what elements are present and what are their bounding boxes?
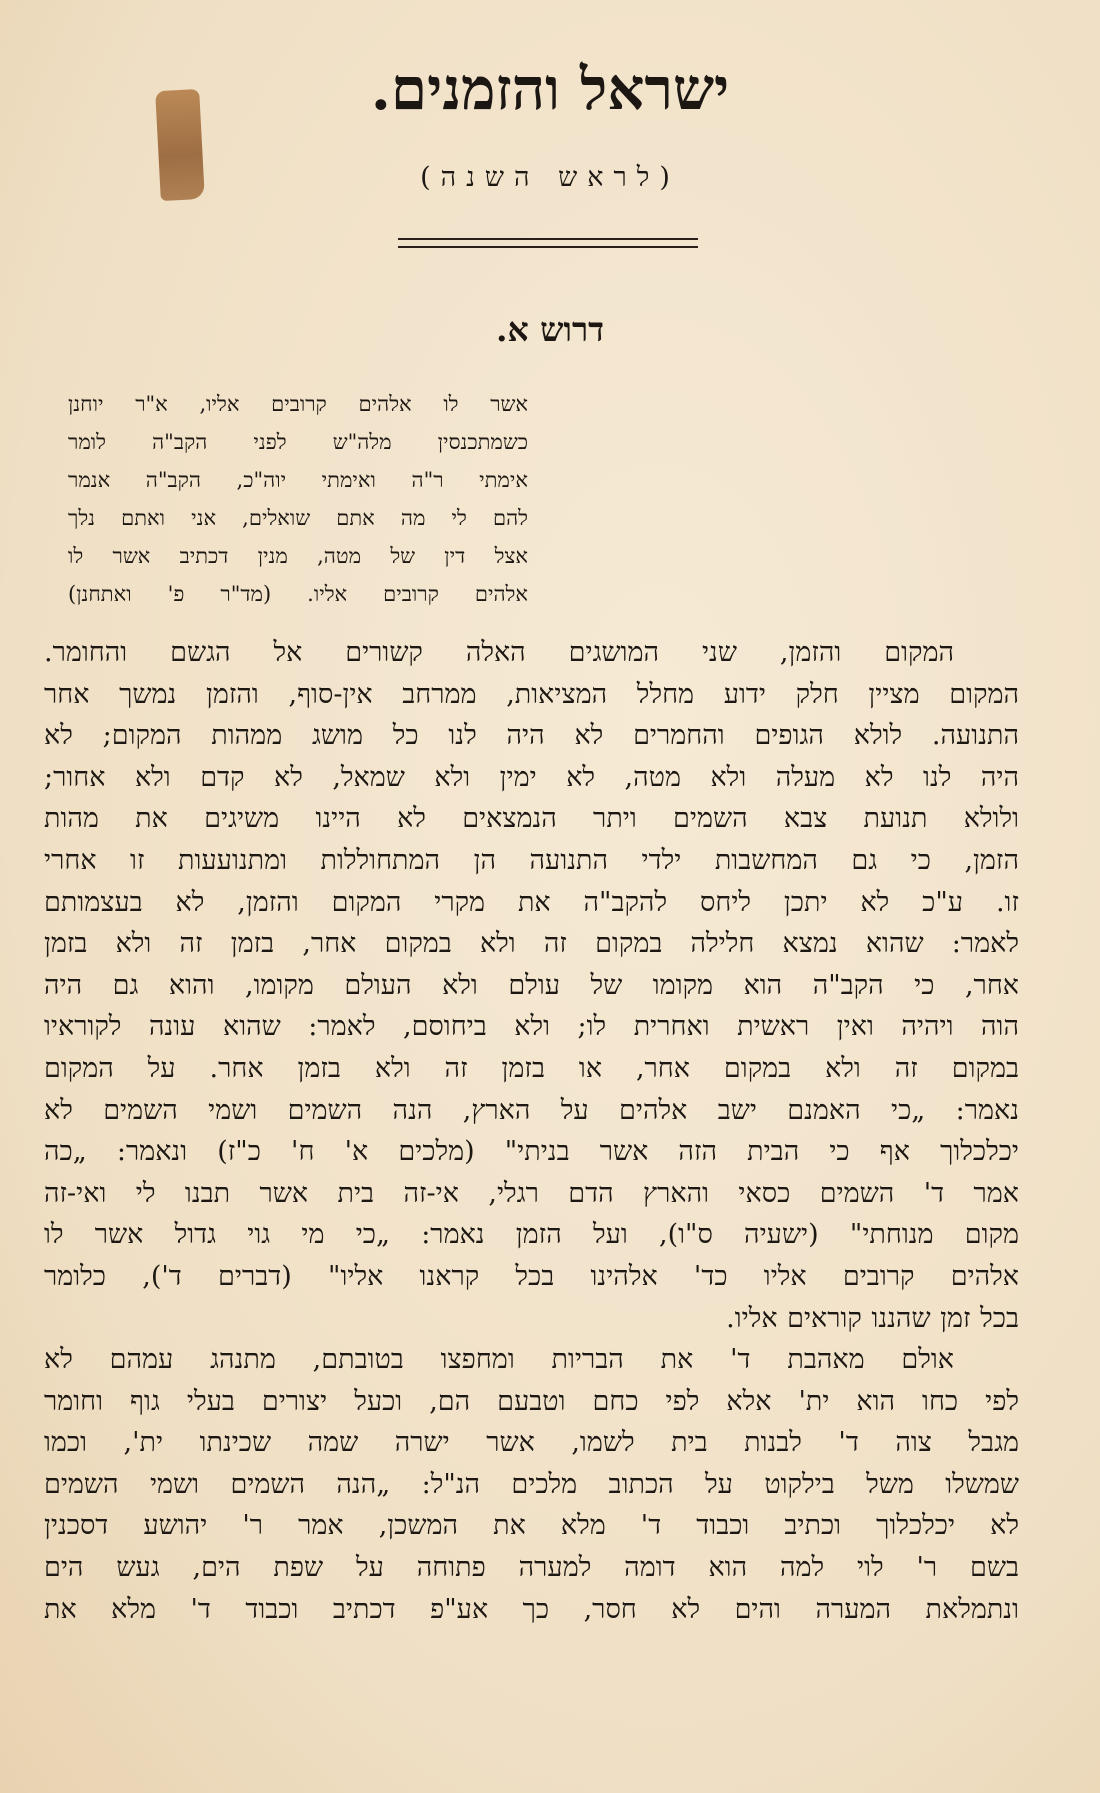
body-line: היה לנו לא מעלה ולא מטה, לא ימין ולא שמאל, לא קדם ולא אחור; bbox=[44, 761, 1019, 793]
body-line: לפי כחו הוא ית' אלא לפי כחם וטבעם הם, וכעל יצורים בעלי גוף וחומר bbox=[44, 1385, 1019, 1417]
body-line: נאמר: „כי האמנם ישב אלהים על הארץ, הנה השמים ושמי השמים לא bbox=[44, 1094, 1019, 1126]
body-line: מקום מנוחתי" (ישעיה ס"ו), ועל הזמן נאמר: „כי מי גוי גדול אשר לו bbox=[44, 1219, 1019, 1251]
paper-stain bbox=[155, 89, 205, 201]
body-line: הזמן, כי גם המחשבות ילדי התנועה הן המתחוללות ומתנועעות זו אחרי bbox=[44, 844, 1019, 876]
epigraph-line: כשמתכנסין מלה"ש לפני הקב"ה לומר bbox=[68, 430, 528, 454]
body-line: המקום מציין חלק ידוע מחלל המציאות, ממרחב אין-סוף, והזמן נמשך אחר bbox=[44, 678, 1019, 710]
body-line: זו. ע"כ לא יתכן ליחס להקב"ה את מקרי המקום והזמן, לא בעצמותם bbox=[44, 886, 1019, 918]
section-heading: דרוש א. bbox=[495, 310, 605, 349]
page-subtitle: (לראש השנה) bbox=[420, 162, 680, 193]
body-line: לאמר: שהוא נמצא חלילה במקום זה ולא במקום אחר, בזמן זה ולא בזמן bbox=[44, 928, 1019, 960]
body-text bbox=[44, 632, 1019, 1630]
body-line: אולם מאהבת ד' את הבריות ומחפצו בטובתם, מתנהג עמהם לא bbox=[44, 1344, 954, 1376]
title-divider-top bbox=[398, 238, 698, 240]
page-title: ישראל והזמנים. bbox=[370, 55, 730, 123]
epigraph-line: אצל דין של מטה, מנין דכתיב אשר לו bbox=[68, 544, 528, 568]
body-line: אמר ד' השמים כסאי והארץ הדם רגלי, אי-זה בית אשר תבנו לי ואי-זה bbox=[44, 1177, 1019, 1209]
title-divider-bottom bbox=[398, 246, 698, 248]
body-line: ונתמלאת המערה והים לא חסר, כך אע"פ דכתיב וכבוד ד' מלא את bbox=[44, 1593, 1019, 1625]
body-line: בשם ר' לוי למה הוא דומה למערה פתוחה על שפת הים, געש הים bbox=[44, 1552, 1019, 1584]
epigraph-line: להם לי מה אתם שואלים, אני ואתם נלך bbox=[68, 506, 528, 530]
body-line: המקום והזמן, שני המושגים האלה קשורים אל הגשם והחומר. bbox=[44, 637, 954, 668]
body-line: שמשלו משל בילקוט על הכתוב מלכים הנ"ל: „הנה השמים ושמי השמים bbox=[44, 1468, 1019, 1500]
epigraph-line: אשר לו אלהים קרובים אליו, א"ר יוחנן bbox=[68, 392, 528, 416]
body-line: במקום זה ולא במקום אחר, או בזמן זה ולא בזמן אחר. על המקום bbox=[44, 1052, 1019, 1084]
body-line: ולולא תנועת צבא השמים ויתר הנמצאים לא היינו משיגים את מהות bbox=[44, 803, 1019, 835]
epigraph-line: אלהים קרובים אליו. (מד"ר פ' ואתחנן) bbox=[68, 582, 528, 606]
body-line: מגבל צוה ד' לבנות בית לשמו, אשר ישרה שמה שכינתו ית', וכמו bbox=[44, 1427, 1019, 1459]
body-line: אחר, כי הקב"ה הוא מקומו של עולם ולא העולם מקומו, והוא גם היה bbox=[44, 969, 1019, 1001]
body-line: אלהים קרובים אליו כד' אלהינו בכל קראנו אליו" (דברים ד'), כלומר bbox=[44, 1260, 1019, 1292]
body-line: בכל זמן שהננו קוראים אליו. bbox=[726, 1302, 1019, 1334]
body-line: הוה ויהיה ואין ראשית ואחרית לו; ולא ביחוסם, לאמר: שהוא עונה לקוראיו bbox=[44, 1011, 1019, 1043]
epigraph bbox=[68, 385, 528, 613]
body-line: יכלכלוך אף כי הבית הזה אשר בניתי" (מלכים א' ח' כ"ז) ונאמר: „כה bbox=[44, 1136, 1019, 1168]
body-line: התנועה. לולא הגופים והחמרים לא היה לנו כל מושג ממהות המקום; לא bbox=[44, 720, 1019, 752]
epigraph-line: אימתי ר"ה ואימתי יוה"כ, הקב"ה אנמר bbox=[68, 468, 528, 492]
body-line: לא יכלכלוך וכתיב וכבוד ד' מלא את המשכן, אמר ר' יהושע דסכנין bbox=[44, 1510, 1019, 1542]
